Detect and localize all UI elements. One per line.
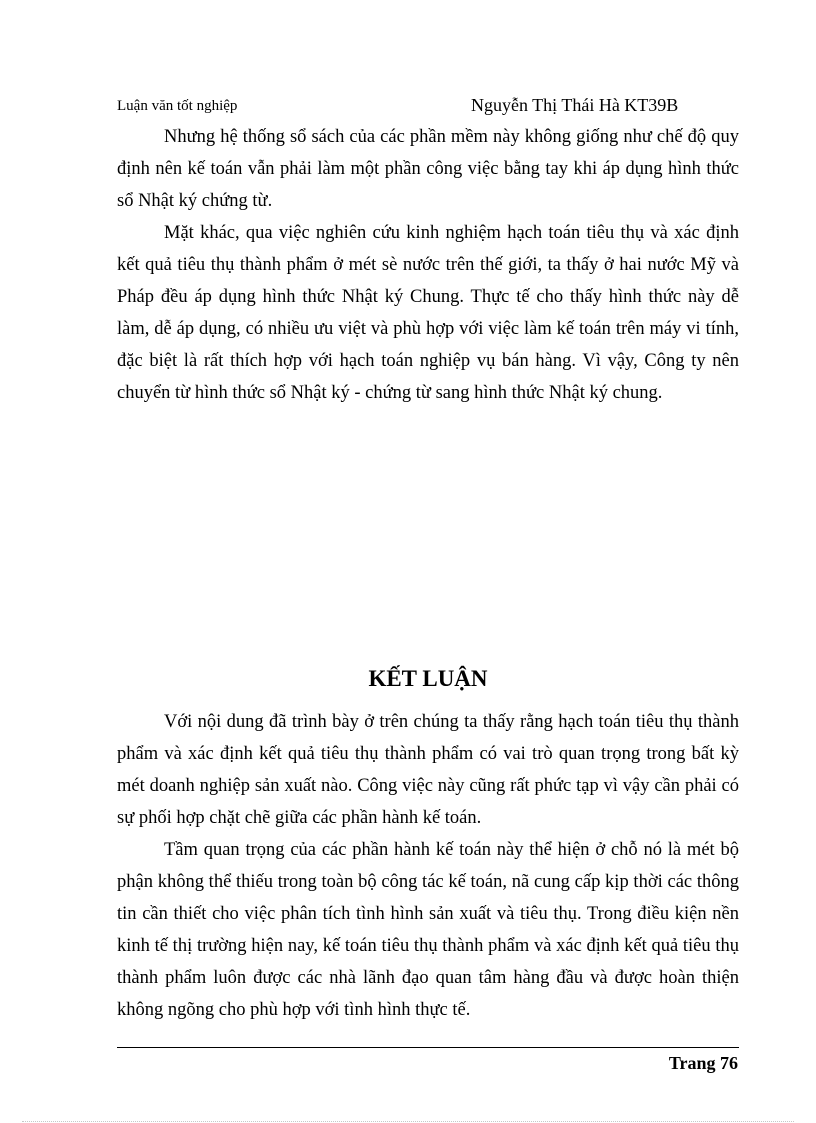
page-edge-divider bbox=[22, 1121, 794, 1122]
header-thesis-label: Luận văn tốt nghiệp bbox=[117, 98, 238, 114]
header-author: Nguyễn Thị Thái Hà KT39B bbox=[471, 95, 679, 115]
conclusion-heading: KẾT LUẬN bbox=[368, 666, 488, 691]
paragraph: Tầm quan trọng của các phần hành kế toán này thể hiện ở chỗ nó là mét bộ phận không thể thiếu trong toàn bộ công tác kế toán, nã cung cấp kịp thời các thông tin cần thiết cho việc phân tích tình hình sản xuất và tiêu thụ. Trong điều kiện nền kinh tế thị trường hiện nay, kế toán tiêu thụ thành phẩm và xác định kết quả tiêu thụ thành phẩm luôn được các nhà lãnh đạo quan tâm hàng đầu và được hoàn thiện không ngõng cho phù hợp với tình hình thực tế. bbox=[117, 840, 739, 1020]
footer-divider bbox=[117, 1047, 739, 1048]
conclusion-body bbox=[117, 706, 739, 1026]
paragraph: Nhưng hệ thống sổ sách của các phần mềm này không giống như chế độ quy định nên kế toán vẫn phải làm một phần công việc bằng tay khi áp dụng hình thức sổ Nhật ký chứng từ. bbox=[117, 127, 739, 211]
section-body bbox=[117, 121, 739, 409]
page-number: Trang 76 bbox=[668, 1053, 738, 1073]
paragraph: Với nội dung đã trình bày ở trên chúng ta thấy rằng hạch toán tiêu thụ thành phẩm và xác định kết quả tiêu thụ thành phẩm có vai trò quan trọng trong bất kỳ mét doanh nghiệp sản xuất nào. Công việc này cũng rất phức tạp vì vậy cần phải có sự phối hợp chặt chẽ giữa các phần hành kế toán. bbox=[117, 712, 739, 828]
paragraph: Mặt khác, qua việc nghiên cứu kinh nghiệm hạch toán tiêu thụ và xác định kết quả tiêu thụ thành phẩm ở mét sè nước trên thế giới, ta thấy ở hai nước Mỹ và Pháp đều áp dụng hình thức Nhật ký Chung. Thực tế cho thấy hình thức này dễ làm, dễ áp dụng, có nhiều ưu việt và phù hợp với việc làm kế toán trên máy vi tính, đặc biệt là rất thích hợp với hạch toán nghiệp vụ bán hàng. Vì vậy, Công ty nên chuyển từ hình thức sổ Nhật ký - chứng từ sang hình thức Nhật ký chung. bbox=[117, 223, 739, 403]
